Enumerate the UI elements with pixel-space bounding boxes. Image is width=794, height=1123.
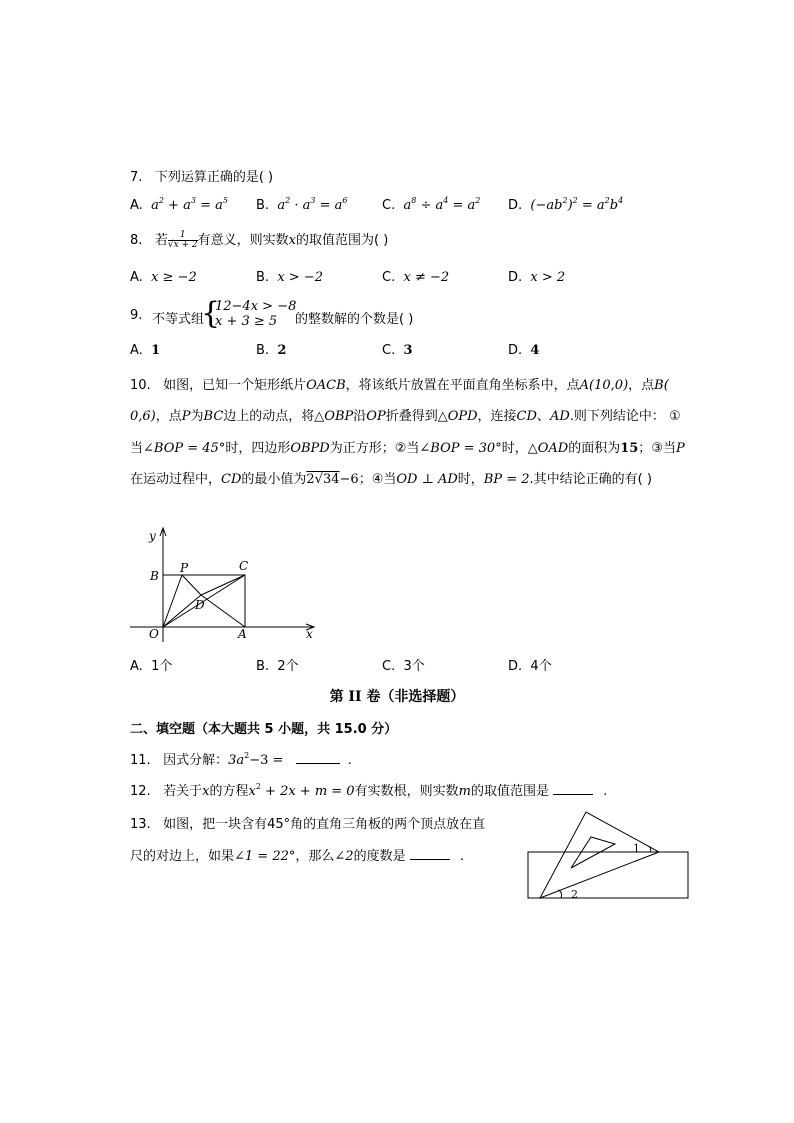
angle-label-1: 1 xyxy=(633,842,640,855)
circled-1: ① xyxy=(669,409,681,424)
q9-option-c: C. 3 xyxy=(382,343,413,358)
label-D: D xyxy=(195,598,205,612)
q10-option-d: D. 4个 xyxy=(508,659,552,674)
q7-option-b: B. $a^2 \cdot a^3 = a^6$ xyxy=(256,196,348,213)
angle-label-2: 2 xyxy=(571,888,578,901)
segment-CD xyxy=(201,575,245,595)
q9-number: 9. xyxy=(130,308,143,323)
section-heading: 二、填空题（本大题共 5 小题，共 15.0 分） xyxy=(130,722,398,737)
q13-line-1: 13. 如图，把一块含有45°角的直角三角板的两个顶点放在直 xyxy=(130,817,486,832)
label-B: B xyxy=(150,569,159,583)
segment-DA xyxy=(201,595,245,627)
q11-number: 11. xyxy=(130,753,151,768)
q7-option-d: D. $(-ab^2)^2 = a^2b^4$ xyxy=(508,196,624,213)
q13-line-2: 尺的对边上，如果∠1 = 22°，那么∠2的度数是 . xyxy=(130,849,465,864)
q12-answer-blank xyxy=(553,782,593,795)
q10-line-2: 0,6)，点P为BC边上的动点，将△OBP沿OP折叠得到△OPD，连接CD、AD.则下列结论中： ① xyxy=(130,409,681,424)
circled-2: ② xyxy=(394,441,407,456)
segment-PD xyxy=(182,575,201,595)
q10-line-3: 当∠BOP = 45°时，四边形OBPD为正方形；②当∠BOP = 30°时，△OAD的面积为15；③当P xyxy=(130,441,685,456)
q8-option-a: A. x ≥ −2 xyxy=(130,270,197,285)
q12-number: 12. xyxy=(130,784,151,799)
q8-fraction: $\frac{1}{√x + 2}$ xyxy=(167,230,198,250)
q13-figure xyxy=(525,808,695,903)
q9-option-b: B. 2 xyxy=(256,343,287,358)
label-x: x xyxy=(306,627,313,641)
q9-ineq-1: 12−4x > −8 xyxy=(215,299,297,314)
q12: 12. 若关于x的方程$x^2 + 2x + m = 0$有实数根，则实数m的取值范围是 . xyxy=(130,782,608,799)
q8-option-b: B. x > −2 xyxy=(256,270,323,285)
q8-option-c: C. x ≠ −2 xyxy=(382,270,450,285)
q8-option-d: D. x > 2 xyxy=(508,270,566,285)
q9-option-a: A. 1 xyxy=(130,343,161,358)
q8-number: 8. xyxy=(130,233,143,248)
q10-option-a: A. 1个 xyxy=(130,659,173,674)
q13-answer-blank xyxy=(410,847,450,860)
q7-stem xyxy=(130,166,273,185)
label-P: P xyxy=(180,561,189,575)
q10-line-1: 10. 如图，已知一个矩形纸片OACB，将该纸片放置在平面直角坐标系中，点A(10,0)，点B( xyxy=(130,378,669,393)
triangle-outer xyxy=(540,812,659,898)
q11-answer-blank xyxy=(296,751,340,764)
label-C: C xyxy=(239,559,249,573)
q13-number: 13. xyxy=(130,817,151,832)
q10-option-c: C. 3个 xyxy=(382,659,425,674)
q9-ineq-2: x + 3 ≥ 5 xyxy=(215,314,278,329)
label-A: A xyxy=(238,627,247,641)
circled-4: ④ xyxy=(371,472,384,487)
q9-option-d: D. 4 xyxy=(508,343,540,358)
q10-figure xyxy=(125,522,325,647)
q9-brace: { xyxy=(201,296,221,331)
q7-number: 7. xyxy=(130,170,143,185)
q11: 11. 因式分解：$3a^2-3$ = . xyxy=(130,751,352,768)
q10-number: 10. xyxy=(130,378,151,393)
q10-option-b: B. 2个 xyxy=(256,659,299,674)
q8-stem: 8. 若 $\frac{1}{√x + 2}$ 有意义，则实数x的取值范围为( ) xyxy=(130,230,389,250)
q7-text: 下列运算正确的是( ) xyxy=(154,170,274,185)
label-y: y xyxy=(149,529,156,543)
q7-option-a: A. $a^2 + a^3 = a^5$ xyxy=(130,196,228,213)
q7-option-c: C. $a^8 \div a^4 = a^2$ xyxy=(382,196,481,213)
circled-3: ③ xyxy=(651,441,663,456)
label-O: O xyxy=(149,627,159,641)
section-title: 第 II 卷（非选择题） xyxy=(329,689,465,705)
q10-line-4: 在运动过程中，CD的最小值为2√34−6；④当OD ⊥ AD时，BP = 2.其中结论正确的有( ) xyxy=(130,472,652,487)
